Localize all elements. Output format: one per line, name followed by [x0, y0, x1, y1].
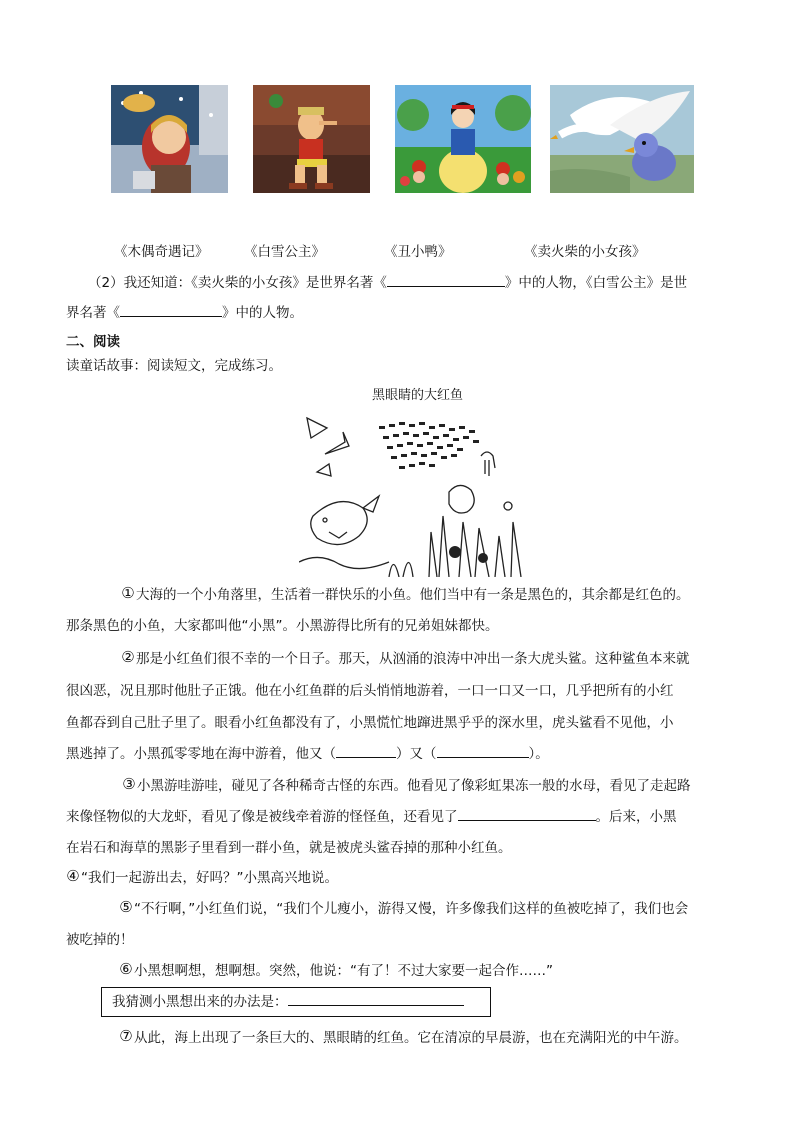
paragraph-2-line-3: 鱼都吞到自己肚子里了。眼看小红鱼都没有了，小黑慌忙地蹿进黑乎乎的深水里，虎头鲨看不见他，小 — [66, 715, 674, 731]
feeling-blank-1[interactable] — [336, 745, 396, 758]
paragraph-2-line-2: 很凶恶，况且那时他肚子正饿。他在小红鱼群的后头悄悄地游着，一口一口又一口，几乎把所有的小红 — [66, 683, 674, 699]
question-2-line2-suffix: 》中的人物。 — [222, 305, 303, 321]
question-2-line2-prefix: 界名著《 — [66, 305, 120, 321]
title-match-girl: 《卖火柴的小女孩》 — [524, 244, 646, 260]
answer-blank-2[interactable] — [120, 304, 222, 317]
paragraph-2-text-4a: 黑逃掉了。小黑孤零零地在海中游着，他又（ — [66, 746, 336, 762]
story-title: 黑眼睛的大红鱼 — [372, 388, 464, 403]
pinocchio-picture — [253, 85, 370, 193]
paragraph-2-text-1: 那是小红鱼们很不幸的一个日子。那天，从汹涌的浪涛中冲出一条大虎头鲨。这种鲨鱼本来就 — [136, 651, 690, 667]
section-heading: 二、阅读 — [66, 334, 120, 350]
paragraph-4-number: ④ — [66, 867, 80, 885]
paragraph-1-number: ① — [121, 584, 135, 602]
story-illustration — [299, 412, 524, 577]
question-2-prefix: （2）我还知道：《卖火柴的小女孩》是世界名著《 — [88, 275, 387, 291]
paragraph-6-text: 小黑想啊想，想啊想。突然，他说：“有了！不过大家要一起合作……” — [134, 963, 553, 979]
paragraph-2-number: ② — [121, 648, 135, 666]
creature-blank[interactable] — [458, 808, 596, 821]
paragraph-7-text: 从此，海上出现了一条巨大的、黑眼睛的红鱼。它在清凉的早晨游，也在充满阳光的中午游。 — [134, 1030, 688, 1046]
paragraph-3-line-3: 在岩石和海草的黑影子里看到一群小鱼，就是被虎头鲨吞掉的那种小红鱼。 — [66, 840, 512, 856]
paragraph-4-line — [66, 869, 338, 887]
paragraph-2-text-4c: ）。 — [528, 746, 549, 762]
paragraph-4-text: “我们一起游出去，好吗？”小黑高兴地说。 — [81, 870, 338, 886]
answer-blank-1[interactable] — [387, 274, 505, 287]
title-pinocchio: 《木偶奇遇记》 — [114, 244, 209, 260]
paragraph-2-text-4b: ）又（ — [396, 746, 437, 762]
title-ugly-duckling: 《丑小鸭》 — [384, 244, 452, 260]
guess-line — [112, 993, 464, 1011]
question-2-line-2 — [66, 304, 303, 322]
paragraph-5-number: ⑤ — [119, 898, 133, 916]
match-girl-picture — [111, 85, 228, 193]
paragraph-6-number: ⑥ — [119, 960, 133, 978]
paragraph-7-number: ⑦ — [119, 1027, 133, 1045]
paragraph-3-number: ③ — [122, 775, 136, 793]
paragraph-3-text-2a: 来像怪物似的大龙虾，看见了像是被线牵着游的怪怪鱼，还看见了 — [66, 809, 458, 825]
paragraph-2-line-1 — [121, 650, 690, 668]
paragraph-5-text-1: “不行啊，”小红鱼们说，“我们个儿瘦小，游得又慢，许多像我们这样的鱼被吃掉了，我们也会 — [134, 901, 689, 917]
paragraph-2-line-4 — [66, 745, 549, 763]
feeling-blank-2[interactable] — [437, 745, 529, 758]
paragraph-3-text-2b: 。后来，小黑 — [595, 809, 677, 825]
paragraph-3-line-2 — [66, 808, 677, 826]
paragraph-1-text-1: 大海的一个小角落里，生活着一群快乐的小鱼。他们当中有一条是黑色的，其余都是红色的。 — [136, 587, 690, 603]
snow-white-picture — [395, 85, 531, 193]
ugly-duckling-picture — [550, 85, 694, 193]
paragraph-3-text-1: 小黑游哇游哇，碰见了各种稀奇古怪的东西。他看见了像彩虹果冻一般的水母，看见了走起路 — [137, 778, 691, 794]
question-2-mid: 》中的人物，《白雪公主》是世 — [504, 275, 688, 291]
paragraph-5-line-2: 被吃掉的！ — [66, 932, 134, 948]
paragraph-3-line-1 — [122, 777, 691, 795]
paragraph-5-line-1 — [119, 900, 688, 918]
guess-label: 我猜测小黑想出来的办法是： — [112, 994, 288, 1010]
question-2-line-1 — [88, 274, 687, 292]
title-snow-white: 《白雪公主》 — [244, 244, 325, 260]
paragraph-1-line-2: 那条黑色的小鱼，大家都叫他“小黑”。小黑游得比所有的兄弟姐妹都快。 — [66, 618, 499, 634]
guess-answer-blank[interactable] — [288, 993, 464, 1006]
paragraph-1-line-1 — [121, 586, 690, 604]
paragraph-6-line — [119, 962, 553, 980]
paragraph-7-line — [119, 1029, 688, 1047]
reading-instruction: 读童话故事：阅读短文，完成练习。 — [66, 358, 282, 374]
